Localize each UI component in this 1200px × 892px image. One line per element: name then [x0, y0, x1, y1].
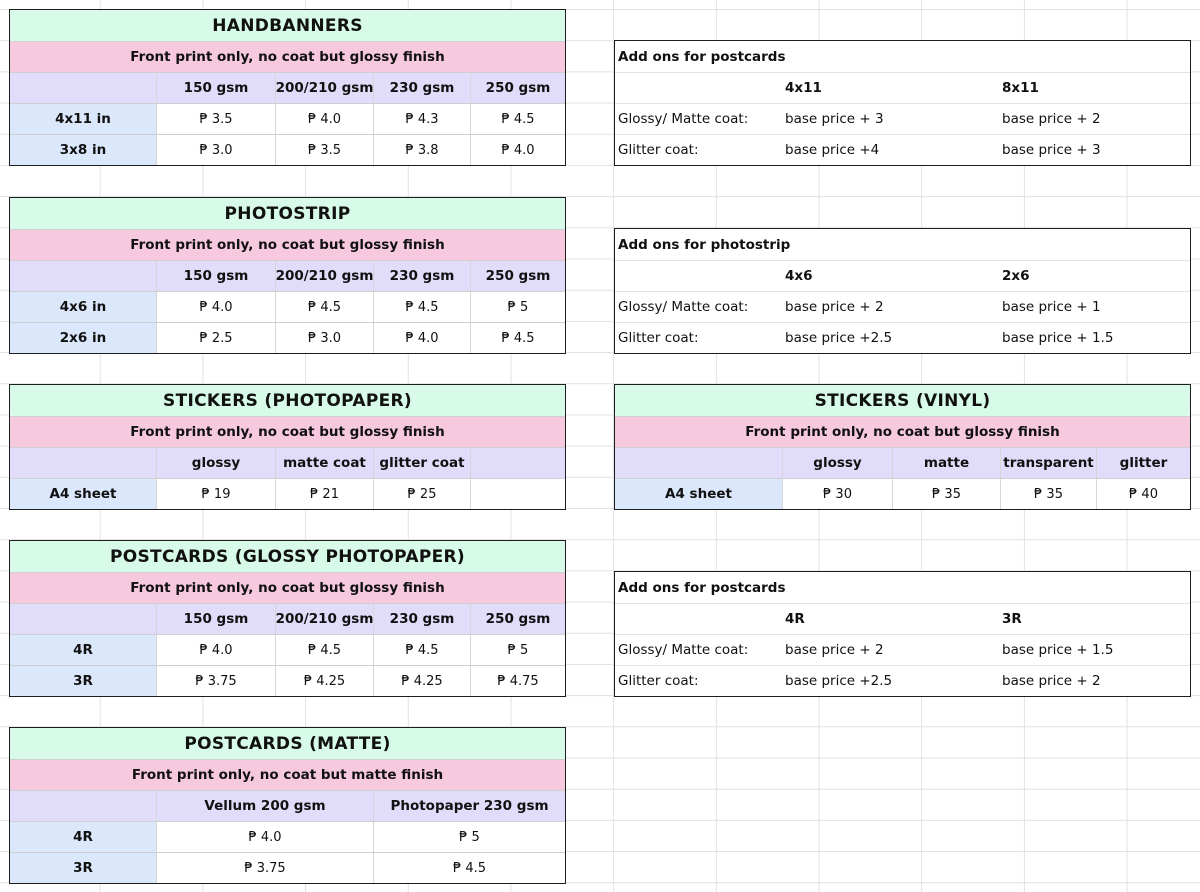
addons-price-cell[interactable]: base price + 2: [1002, 673, 1101, 689]
addons-price-cell[interactable]: base price + 1.5: [1002, 330, 1114, 346]
handbanners-row-label[interactable]: 3x8 in: [10, 135, 156, 165]
postcards-glossy-header-3[interactable]: 230 gsm: [373, 604, 470, 634]
stickers-photopaper-header-3[interactable]: glitter coat: [373, 448, 470, 478]
addons-row-label[interactable]: Glitter coat:: [618, 673, 699, 689]
stickers-vinyl-header-4[interactable]: glitter: [1096, 448, 1190, 478]
photostrip-header-1[interactable]: 150 gsm: [156, 261, 275, 291]
addons-row-label[interactable]: Glossy/ Matte coat:: [618, 111, 749, 127]
photostrip-corner-cell[interactable]: [10, 261, 156, 291]
stickers-photopaper-table: [9, 384, 566, 510]
price-cell[interactable]: ₱ 21: [275, 479, 373, 509]
handbanners-header-4[interactable]: 250 gsm: [470, 73, 565, 103]
price-cell[interactable]: ₱ 3.75: [156, 666, 275, 696]
addons-caption[interactable]: Add ons for postcards: [618, 579, 786, 596]
stickers-vinyl-table: [614, 384, 1191, 510]
addons-empty-cell[interactable]: [615, 604, 782, 634]
price-cell[interactable]: ₱ 4.5: [373, 635, 470, 665]
postcards-matte-subtitle[interactable]: Front print only, no coat but matte finish: [10, 760, 565, 790]
price-cell[interactable]: ₱ 4.5: [470, 104, 565, 134]
addons-price-cell[interactable]: base price +4: [785, 142, 880, 158]
postcards-glossy-row-label[interactable]: 3R: [10, 666, 156, 696]
price-cell[interactable]: ₱ 4.5: [275, 292, 373, 322]
stickers-photopaper-header-4[interactable]: [470, 448, 565, 478]
addons-col-header[interactable]: 4x6: [785, 268, 813, 284]
stickers-photopaper-corner-cell[interactable]: [10, 448, 156, 478]
postcards-matte-header-1[interactable]: Vellum 200 gsm: [156, 791, 373, 821]
postcards-glossy-row-label[interactable]: 4R: [10, 635, 156, 665]
addons-price-cell[interactable]: base price + 1.5: [1002, 642, 1114, 658]
price-cell[interactable]: ₱ 4.0: [373, 323, 470, 353]
addons-handbanners-table: [614, 40, 1191, 166]
addons-empty-cell[interactable]: [615, 261, 782, 291]
stickers-photopaper-title[interactable]: STICKERS (PHOTOPAPER): [10, 385, 565, 416]
price-cell[interactable]: ₱ 5: [373, 822, 565, 852]
stickers-photopaper-header-1[interactable]: glossy: [156, 448, 275, 478]
addons-price-cell[interactable]: base price +2.5: [785, 330, 893, 346]
stickers-photopaper-header-2[interactable]: matte coat: [275, 448, 373, 478]
addons-price-cell[interactable]: base price + 3: [1002, 142, 1101, 158]
price-cell[interactable]: ₱ 30: [782, 479, 892, 509]
handbanners-table: [9, 9, 566, 166]
handbanners-header-3[interactable]: 230 gsm: [373, 73, 470, 103]
price-cell[interactable]: ₱ 3.5: [156, 104, 275, 134]
stickers-vinyl-subtitle[interactable]: Front print only, no coat but glossy finish: [615, 417, 1190, 447]
addons-caption[interactable]: Add ons for postcards: [618, 48, 786, 65]
stickers-vinyl-title[interactable]: STICKERS (VINYL): [615, 385, 1190, 416]
addons-photostrip-table: [614, 228, 1191, 354]
price-cell[interactable]: ₱ 3.5: [275, 135, 373, 165]
postcards-matte-header-2[interactable]: Photopaper 230 gsm: [373, 791, 565, 821]
photostrip-table: [9, 197, 566, 354]
price-cell[interactable]: ₱ 35: [1000, 479, 1096, 509]
stickers-vinyl-header-3[interactable]: transparent: [1000, 448, 1096, 478]
price-cell[interactable]: [470, 479, 565, 509]
price-cell[interactable]: ₱ 3.75: [156, 853, 373, 883]
handbanners-corner-cell[interactable]: [10, 73, 156, 103]
photostrip-header-4[interactable]: 250 gsm: [470, 261, 565, 291]
postcards-glossy-subtitle[interactable]: Front print only, no coat but glossy finish: [10, 573, 565, 603]
price-cell[interactable]: ₱ 2.5: [156, 323, 275, 353]
handbanners-row-label[interactable]: 4x11 in: [10, 104, 156, 134]
postcards-glossy-header-1[interactable]: 150 gsm: [156, 604, 275, 634]
addons-col-header[interactable]: 4R: [785, 611, 805, 627]
postcards-matte-title[interactable]: POSTCARDS (MATTE): [10, 728, 565, 759]
postcards-matte-row-label[interactable]: 3R: [10, 853, 156, 883]
addons-row-label[interactable]: Glossy/ Matte coat:: [618, 299, 749, 315]
handbanners-header-1[interactable]: 150 gsm: [156, 73, 275, 103]
stickers-photopaper-row-label[interactable]: A4 sheet: [10, 479, 156, 509]
stickers-vinyl-corner-cell[interactable]: [615, 448, 782, 478]
postcards-matte-corner-cell[interactable]: [10, 791, 156, 821]
price-cell[interactable]: ₱ 4.0: [275, 104, 373, 134]
price-cell[interactable]: ₱ 5: [470, 292, 565, 322]
price-cell[interactable]: ₱ 4.5: [373, 292, 470, 322]
addons-row-label[interactable]: Glitter coat:: [618, 330, 699, 346]
photostrip-subtitle[interactable]: Front print only, no coat but glossy finish: [10, 230, 565, 260]
addons-price-cell[interactable]: base price + 3: [785, 111, 884, 127]
price-cell[interactable]: ₱ 4.25: [373, 666, 470, 696]
addons-row-label[interactable]: Glossy/ Matte coat:: [618, 642, 749, 658]
price-cell[interactable]: ₱ 4.25: [275, 666, 373, 696]
postcards-glossy-header-2[interactable]: 200/210 gsm: [275, 604, 373, 634]
price-cell[interactable]: ₱ 4.0: [156, 635, 275, 665]
photostrip-title[interactable]: PHOTOSTRIP: [10, 198, 565, 229]
price-cell[interactable]: ₱ 3.0: [275, 323, 373, 353]
postcards-glossy-title[interactable]: POSTCARDS (GLOSSY PHOTOPAPER): [10, 541, 565, 572]
addons-price-cell[interactable]: base price +2.5: [785, 673, 893, 689]
price-cell[interactable]: ₱ 40: [1096, 479, 1190, 509]
addons-col-header[interactable]: 2x6: [1002, 268, 1030, 284]
price-cell[interactable]: ₱ 4.5: [373, 853, 565, 883]
handbanners-title[interactable]: HANDBANNERS: [10, 10, 565, 41]
photostrip-row-label[interactable]: 4x6 in: [10, 292, 156, 322]
addons-col-header[interactable]: 8x11: [1002, 80, 1039, 96]
postcards-glossy-table: [9, 540, 566, 697]
price-cell[interactable]: ₱ 5: [470, 635, 565, 665]
price-cell[interactable]: ₱ 4.3: [373, 104, 470, 134]
stickers-vinyl-header-2[interactable]: matte: [892, 448, 1000, 478]
addons-price-cell[interactable]: base price + 2: [785, 299, 884, 315]
price-cell[interactable]: ₱ 3.8: [373, 135, 470, 165]
addons-row-label[interactable]: Glitter coat:: [618, 142, 699, 158]
addons-postcards-table: [614, 571, 1191, 697]
addons-col-header[interactable]: 4x11: [785, 80, 822, 96]
stickers-vinyl-header-1[interactable]: glossy: [782, 448, 892, 478]
addons-price-cell[interactable]: base price + 2: [785, 642, 884, 658]
postcards-matte-row-label[interactable]: 4R: [10, 822, 156, 852]
postcards-glossy-header-4[interactable]: 250 gsm: [470, 604, 565, 634]
stickers-vinyl-row-label[interactable]: A4 sheet: [615, 479, 782, 509]
addons-price-cell[interactable]: base price + 1: [1002, 299, 1101, 315]
stickers-photopaper-subtitle[interactable]: Front print only, no coat but glossy finish: [10, 417, 565, 447]
photostrip-header-2[interactable]: 200/210 gsm: [275, 261, 373, 291]
price-cell[interactable]: ₱ 25: [373, 479, 470, 509]
postcards-glossy-corner-cell[interactable]: [10, 604, 156, 634]
price-cell[interactable]: ₱ 4.0: [156, 292, 275, 322]
price-cell[interactable]: ₱ 4.75: [470, 666, 565, 696]
addons-price-cell[interactable]: base price + 2: [1002, 111, 1101, 127]
addons-empty-cell[interactable]: [615, 73, 782, 103]
postcards-matte-table: [9, 727, 566, 884]
price-cell[interactable]: ₱ 4.5: [275, 635, 373, 665]
handbanners-subtitle[interactable]: Front print only, no coat but glossy finish: [10, 42, 565, 72]
price-cell[interactable]: ₱ 35: [892, 479, 1000, 509]
price-cell[interactable]: ₱ 4.0: [470, 135, 565, 165]
price-cell[interactable]: ₱ 4.5: [470, 323, 565, 353]
photostrip-header-3[interactable]: 230 gsm: [373, 261, 470, 291]
price-cell[interactable]: ₱ 3.0: [156, 135, 275, 165]
addons-caption[interactable]: Add ons for photostrip: [618, 236, 791, 253]
handbanners-header-2[interactable]: 200/210 gsm: [275, 73, 373, 103]
addons-col-header[interactable]: 3R: [1002, 611, 1022, 627]
price-cell[interactable]: ₱ 19: [156, 479, 275, 509]
price-cell[interactable]: ₱ 4.0: [156, 822, 373, 852]
photostrip-row-label[interactable]: 2x6 in: [10, 323, 156, 353]
